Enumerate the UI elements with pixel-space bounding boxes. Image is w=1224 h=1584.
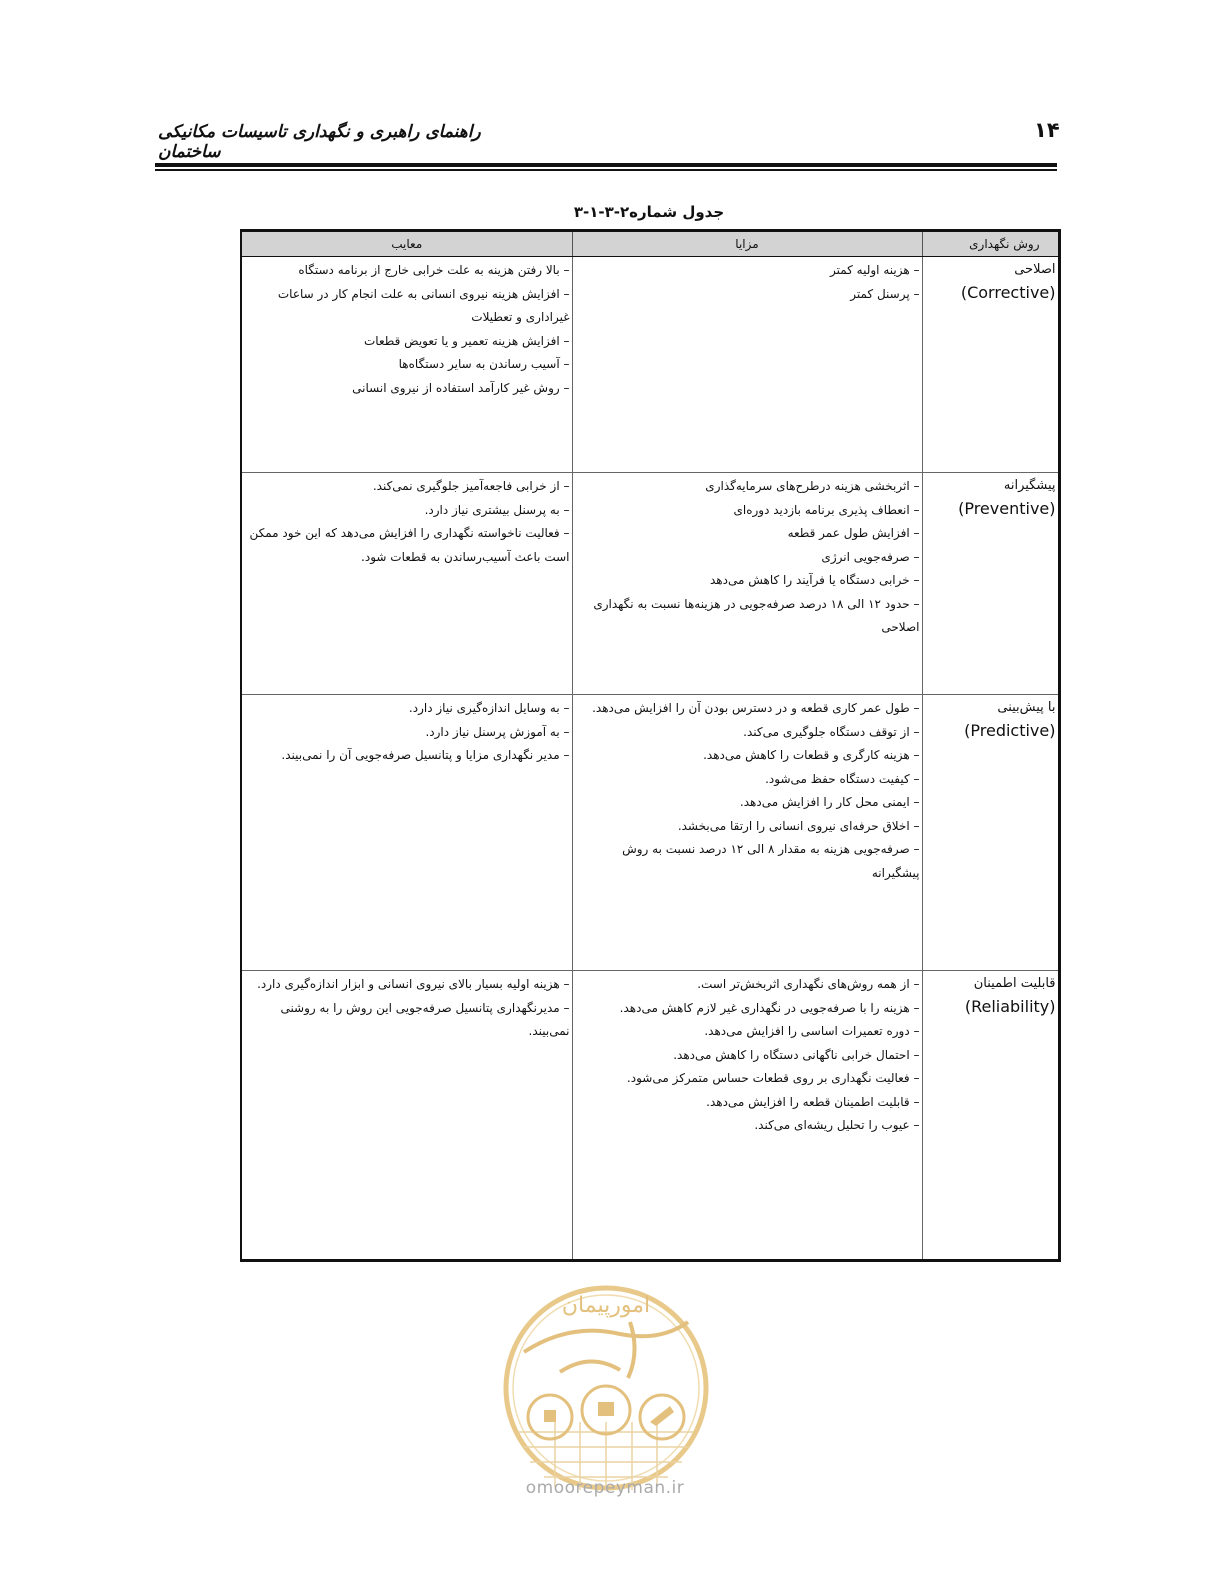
method-cell [922,257,1059,473]
advantages-list [575,973,920,1138]
method-name-en: (Reliability) [964,997,1056,1016]
list-item: – طول عمر کاری قطعه و در دسترس بودن آن را افزایش می‌دهد. [575,697,920,721]
header-rule-thick [155,163,1057,167]
table-row [241,971,1059,1261]
method-name-fa: قابلیت اطمینان [973,976,1056,991]
table-caption: جدول شماره۲-۳-۱-۳ [573,203,725,221]
header-disadvantages: معایب [241,231,572,257]
watermark-site: omoorepeyman.ir [525,1478,685,1498]
list-item: – ایمنی محل کار را افزایش می‌دهد. [575,791,920,815]
disadvantages-list [244,973,570,1044]
list-item: – هزینه اولیه بسیار بالای نیروی انسانی و ابزار اندازه‌گیری دارد. [244,973,570,997]
method-name-en: (Predictive) [964,721,1056,740]
disadvantages-list [244,259,570,400]
list-item: – هزینه اولیه کمتر [575,259,920,283]
list-item: – اثربخشی هزینه درطرح‌های سرمایه‌گذاری [575,475,920,499]
svg-text:امورپیمان: امورپیمان [561,1293,651,1318]
method-name-en: (Preventive) [958,499,1056,518]
list-item: – مدیر نگهداری مزایا و پتانسیل صرفه‌جویی آن را نمی‌بیند. [244,744,570,768]
list-item: – عیوب را تحلیل ریشه‌ای می‌کند. [575,1114,920,1138]
list-item: – خرابی دستگاه یا فرآیند را کاهش می‌دهد [575,569,920,593]
list-item: – افزایش هزینه نیروی انسانی به علت انجام کار در ساعات غیراداری و تعطیلات [244,283,570,330]
header-advantages: مزایا [572,231,922,257]
maintenance-methods-table [240,229,1061,1262]
method-name-fa: پیشگیرانه [1003,478,1056,493]
list-item: – آسیب رساندن به سایر دستگاه‌ها [244,353,570,377]
method-name-fa: اصلاحی [1014,262,1056,277]
advantages-list [575,259,920,306]
list-item: – بالا رفتن هزینه به علت خرابی خارج از برنامه دستگاه [244,259,570,283]
disadvantages-cell [241,695,572,971]
list-item: – از همه روش‌های نگهداری اثربخش‌تر است. [575,973,920,997]
disadvantages-cell [241,473,572,695]
method-cell [922,971,1059,1261]
advantages-list [575,475,920,640]
list-item: – صرفه‌جویی انرژی [575,546,920,570]
disadvantages-list [244,475,570,569]
list-item: – اخلاق حرفه‌ای نیروی انسانی را ارتقا می‌بخشد. [575,815,920,839]
list-item: – هزینه را با صرفه‌جویی در نگهداری غیر لازم کاهش می‌دهد. [575,997,920,1021]
disadvantages-cell [241,971,572,1261]
disadvantages-cell [241,257,572,473]
method-cell [922,695,1059,971]
list-item: – انعطاف پذیری برنامه بازدید دوره‌ای [575,499,920,523]
table-row [241,257,1059,473]
advantages-cell [572,971,922,1261]
list-item: – فعالیت ناخواسته نگهداری را افزایش می‌دهد که این خود ممکن است باعث آسیب‌رساندن به قطعات شود. [244,522,570,569]
list-item: – صرفه‌جویی هزینه به مقدار ۸ الی ۱۲ درصد نسبت به روش پیشگیرانه [575,838,920,885]
header-rule-thin [155,169,1057,171]
omoorepeyman-logo [500,1282,712,1494]
list-item: – از خرابی فاجعه‌آمیز جلوگیری نمی‌کند. [244,475,570,499]
list-item: – قابلیت اطمینان قطعه را افزایش می‌دهد. [575,1091,920,1115]
list-item: – افزایش طول عمر قطعه [575,522,920,546]
advantages-cell [572,473,922,695]
list-item: – پرسنل کمتر [575,283,920,307]
disadvantages-list [244,697,570,768]
method-name-fa: با پیش‌بینی [997,700,1056,715]
method-name-en: (Corrective) [960,283,1056,302]
list-item: – دوره تعمیرات اساسی را افزایش می‌دهد. [575,1020,920,1044]
advantages-list [575,697,920,885]
list-item: – به پرسنل بیشتری نیاز دارد. [244,499,570,523]
method-cell [922,473,1059,695]
advantages-cell [572,257,922,473]
list-item: – مدیرنگهداری پتانسیل صرفه‌جویی این روش را به روشنی نمی‌بیند. [244,997,570,1044]
list-item: – احتمال خرابی ناگهانی دستگاه را کاهش می‌دهد. [575,1044,920,1068]
advantages-cell [572,695,922,971]
list-item: – حدود ۱۲ الی ۱۸ درصد صرفه‌جویی در هزینه‌ها نسبت به نگهداری اصلاحی [575,593,920,640]
list-item: – افزایش هزینه تعمیر و یا تعویض قطعات [244,330,570,354]
table-row [241,473,1059,695]
list-item: – فعالیت نگهداری بر روی قطعات حساس متمرکز می‌شود. [575,1067,920,1091]
list-item: – از توقف دستگاه جلوگیری می‌کند. [575,721,920,745]
list-item: – به وسایل اندازه‌گیری نیاز دارد. [244,697,570,721]
running-title: راهنمای راهبری و نگهداری تاسیسات مکانیکی ساختمان [158,122,481,162]
list-item: – روش غیر کارآمد استفاده از نیروی انسانی [244,377,570,401]
table-row [241,695,1059,971]
header-method: روش نگهداری [922,231,1059,257]
table-header-row [241,231,1059,257]
list-item: – کیفیت دستگاه حفظ می‌شود. [575,768,920,792]
list-item: – به آموزش پرسنل نیاز دارد. [244,721,570,745]
list-item: – هزینه کارگری و قطعات را کاهش می‌دهد. [575,744,920,768]
page-number: ۱۴ [1034,118,1060,142]
